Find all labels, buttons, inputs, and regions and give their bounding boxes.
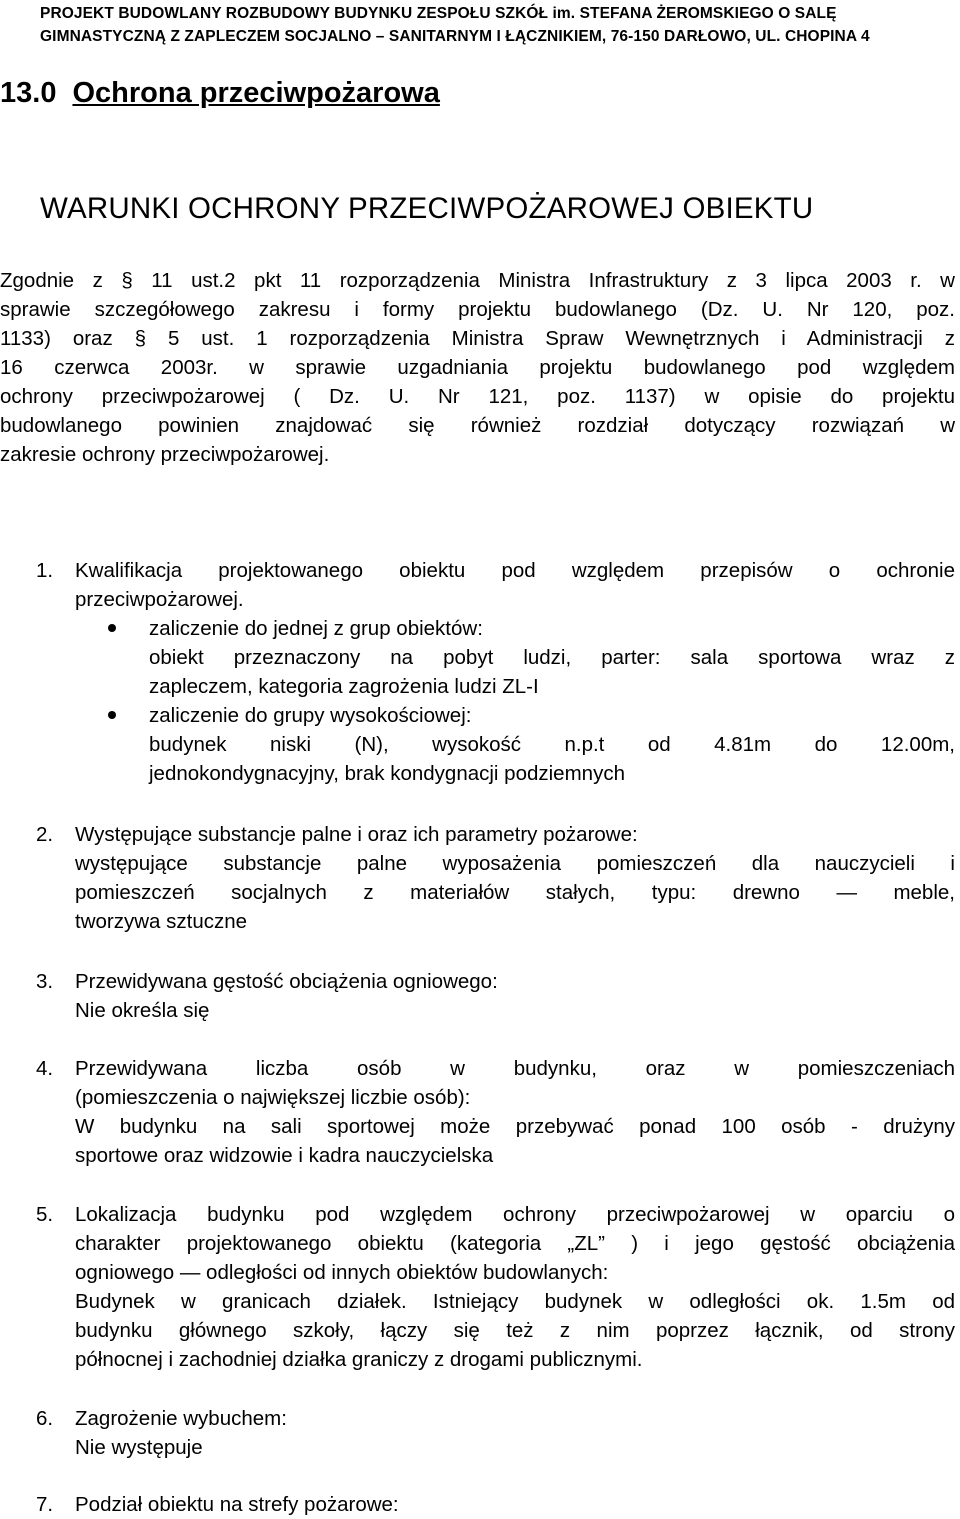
bullet-icon xyxy=(108,624,116,632)
item-body xyxy=(75,1054,955,1170)
item-line: Zagrożenie wybuchem: xyxy=(75,1407,287,1430)
item-line: budynku głównego szkoły, łączy się też z nim poprzez łącznik, od strony xyxy=(75,1319,955,1342)
item-line: ogniowego — odległości od innych obiektów budowlanych: xyxy=(75,1261,609,1284)
item-number: 5. xyxy=(36,1203,54,1226)
item-line: przeciwpożarowej. xyxy=(75,588,244,611)
bullet-icon xyxy=(108,711,116,719)
item-line: pomieszczeń socjalnych z materiałów stałych, typu: drewno — meble, xyxy=(75,881,955,904)
bullet-detail-line: obiekt przeznaczony na pobyt ludzi, parter: sala sportowa wraz z xyxy=(149,646,955,669)
item-number: 7. xyxy=(36,1493,54,1516)
item-body xyxy=(75,820,955,936)
intro-line: 1133) oraz § 5 ust. 1 rozporządzenia Ministra Spraw Wewnętrznych i Administracji z xyxy=(0,327,955,350)
item-number: 3. xyxy=(36,970,54,993)
item-line: Nie występuje xyxy=(75,1436,203,1459)
intro-line: Zgodnie z § 11 ust.2 pkt 11 rozporządzenia Ministra Infrastruktury z 3 lipca 2003 r. w xyxy=(0,269,955,292)
item-line: (pomieszczenia o największej liczbie osób): xyxy=(75,1086,471,1109)
header-line-1: PROJEKT BUDOWLANY ROZBUDOWY BUDYNKU ZESPOŁU SZKÓŁ im. STEFANA ŻEROMSKIEGO O SALĘ xyxy=(40,5,837,22)
document-header xyxy=(40,2,920,48)
intro-line: budowlanego powinien znajdować się również rozdział dotyczący rozwiązań w xyxy=(0,414,955,437)
main-title: WARUNKI OCHRONY PRZECIWPOŻAROWEJ OBIEKTU xyxy=(40,192,814,225)
item-line: Kwalifikacja projektowanego obiektu pod względem przepisów o ochronie xyxy=(75,559,955,582)
item-body xyxy=(75,1404,955,1462)
intro-line: zakresie ochrony przeciwpożarowej. xyxy=(0,443,330,466)
item-body xyxy=(75,1490,955,1519)
item-number: 1. xyxy=(36,559,54,582)
item-body xyxy=(75,1200,955,1374)
item-line: Występujące substancje palne i oraz ich parametry pożarowe: xyxy=(75,823,638,846)
section-number: 13.0 xyxy=(0,77,57,109)
item-line: Przewidywana liczba osób w budynku, oraz w pomieszczeniach xyxy=(75,1057,955,1080)
item-line: północnej i zachodniej działka graniczy z drogami publicznymi. xyxy=(75,1348,643,1371)
bullet-detail-line: budynek niski (N), wysokość n.p.t od 4.81m do 12.00m, xyxy=(149,733,955,756)
item-line: charakter projektowanego obiektu (kategoria „ZL” ) i jego gęstość obciążenia xyxy=(75,1232,955,1255)
item-line: W budynku na sali sportowej może przebywać ponad 100 osób - drużyny xyxy=(75,1115,955,1138)
item-line: Budynek w granicach działek. Istniejący budynek w odległości ok. 1.5m od xyxy=(75,1290,955,1313)
item-number: 2. xyxy=(36,823,54,846)
intro-paragraph xyxy=(0,266,955,469)
item-line: Przewidywana gęstość obciążenia ogniowego: xyxy=(75,970,498,993)
bullet-detail-line: jednokondygnacyjny, brak kondygnacji podziemnych xyxy=(149,762,625,785)
bullet-label: zaliczenie do grupy wysokościowej: xyxy=(149,704,472,727)
item-line: Podział obiektu na strefy pożarowe: xyxy=(75,1493,399,1516)
item-number: 4. xyxy=(36,1057,54,1080)
item-line: sportowe oraz widzowie i kadra nauczycielska xyxy=(75,1144,494,1167)
item-number: 6. xyxy=(36,1407,54,1430)
bullet-detail-line: zapleczem, kategoria zagrożenia ludzi ZL-I xyxy=(149,675,539,698)
bullet-label: zaliczenie do jednej z grup obiektów: xyxy=(149,617,483,640)
section-heading xyxy=(0,70,920,116)
intro-line: sprawie szczegółowego zakresu i formy projektu budowlanego (Dz. U. Nr 120, poz. xyxy=(0,298,955,321)
item-body xyxy=(75,556,955,614)
bullet-list xyxy=(108,614,955,788)
header-line-2: GIMNASTYCZNĄ Z ZAPLECZEM SOCJALNO – SANITARNYM I ŁĄCZNIKIEM, 76-150 DARŁOWO, UL. CHOPINA 4 xyxy=(40,28,870,45)
item-line: tworzywa sztuczne xyxy=(75,910,248,933)
item-body xyxy=(75,967,955,1025)
bullet-item xyxy=(108,701,955,730)
item-line: występujące substancje palne wyposażenia pomieszczeń dla nauczycieli i xyxy=(75,852,955,875)
section-title: Ochrona przeciwpożarowa xyxy=(72,77,440,109)
item-line: Lokalizacja budynku pod względem ochrony przeciwpożarowej w oparciu o xyxy=(75,1203,955,1226)
intro-line: 16 czerwca 2003r. w sprawie uzgadniania projektu budowlanego pod względem xyxy=(0,356,955,379)
bullet-item xyxy=(108,614,955,643)
item-line: Nie określa się xyxy=(75,999,210,1022)
intro-line: ochrony przeciwpożarowej ( Dz. U. Nr 121, poz. 1137) w opisie do projektu xyxy=(0,385,955,408)
